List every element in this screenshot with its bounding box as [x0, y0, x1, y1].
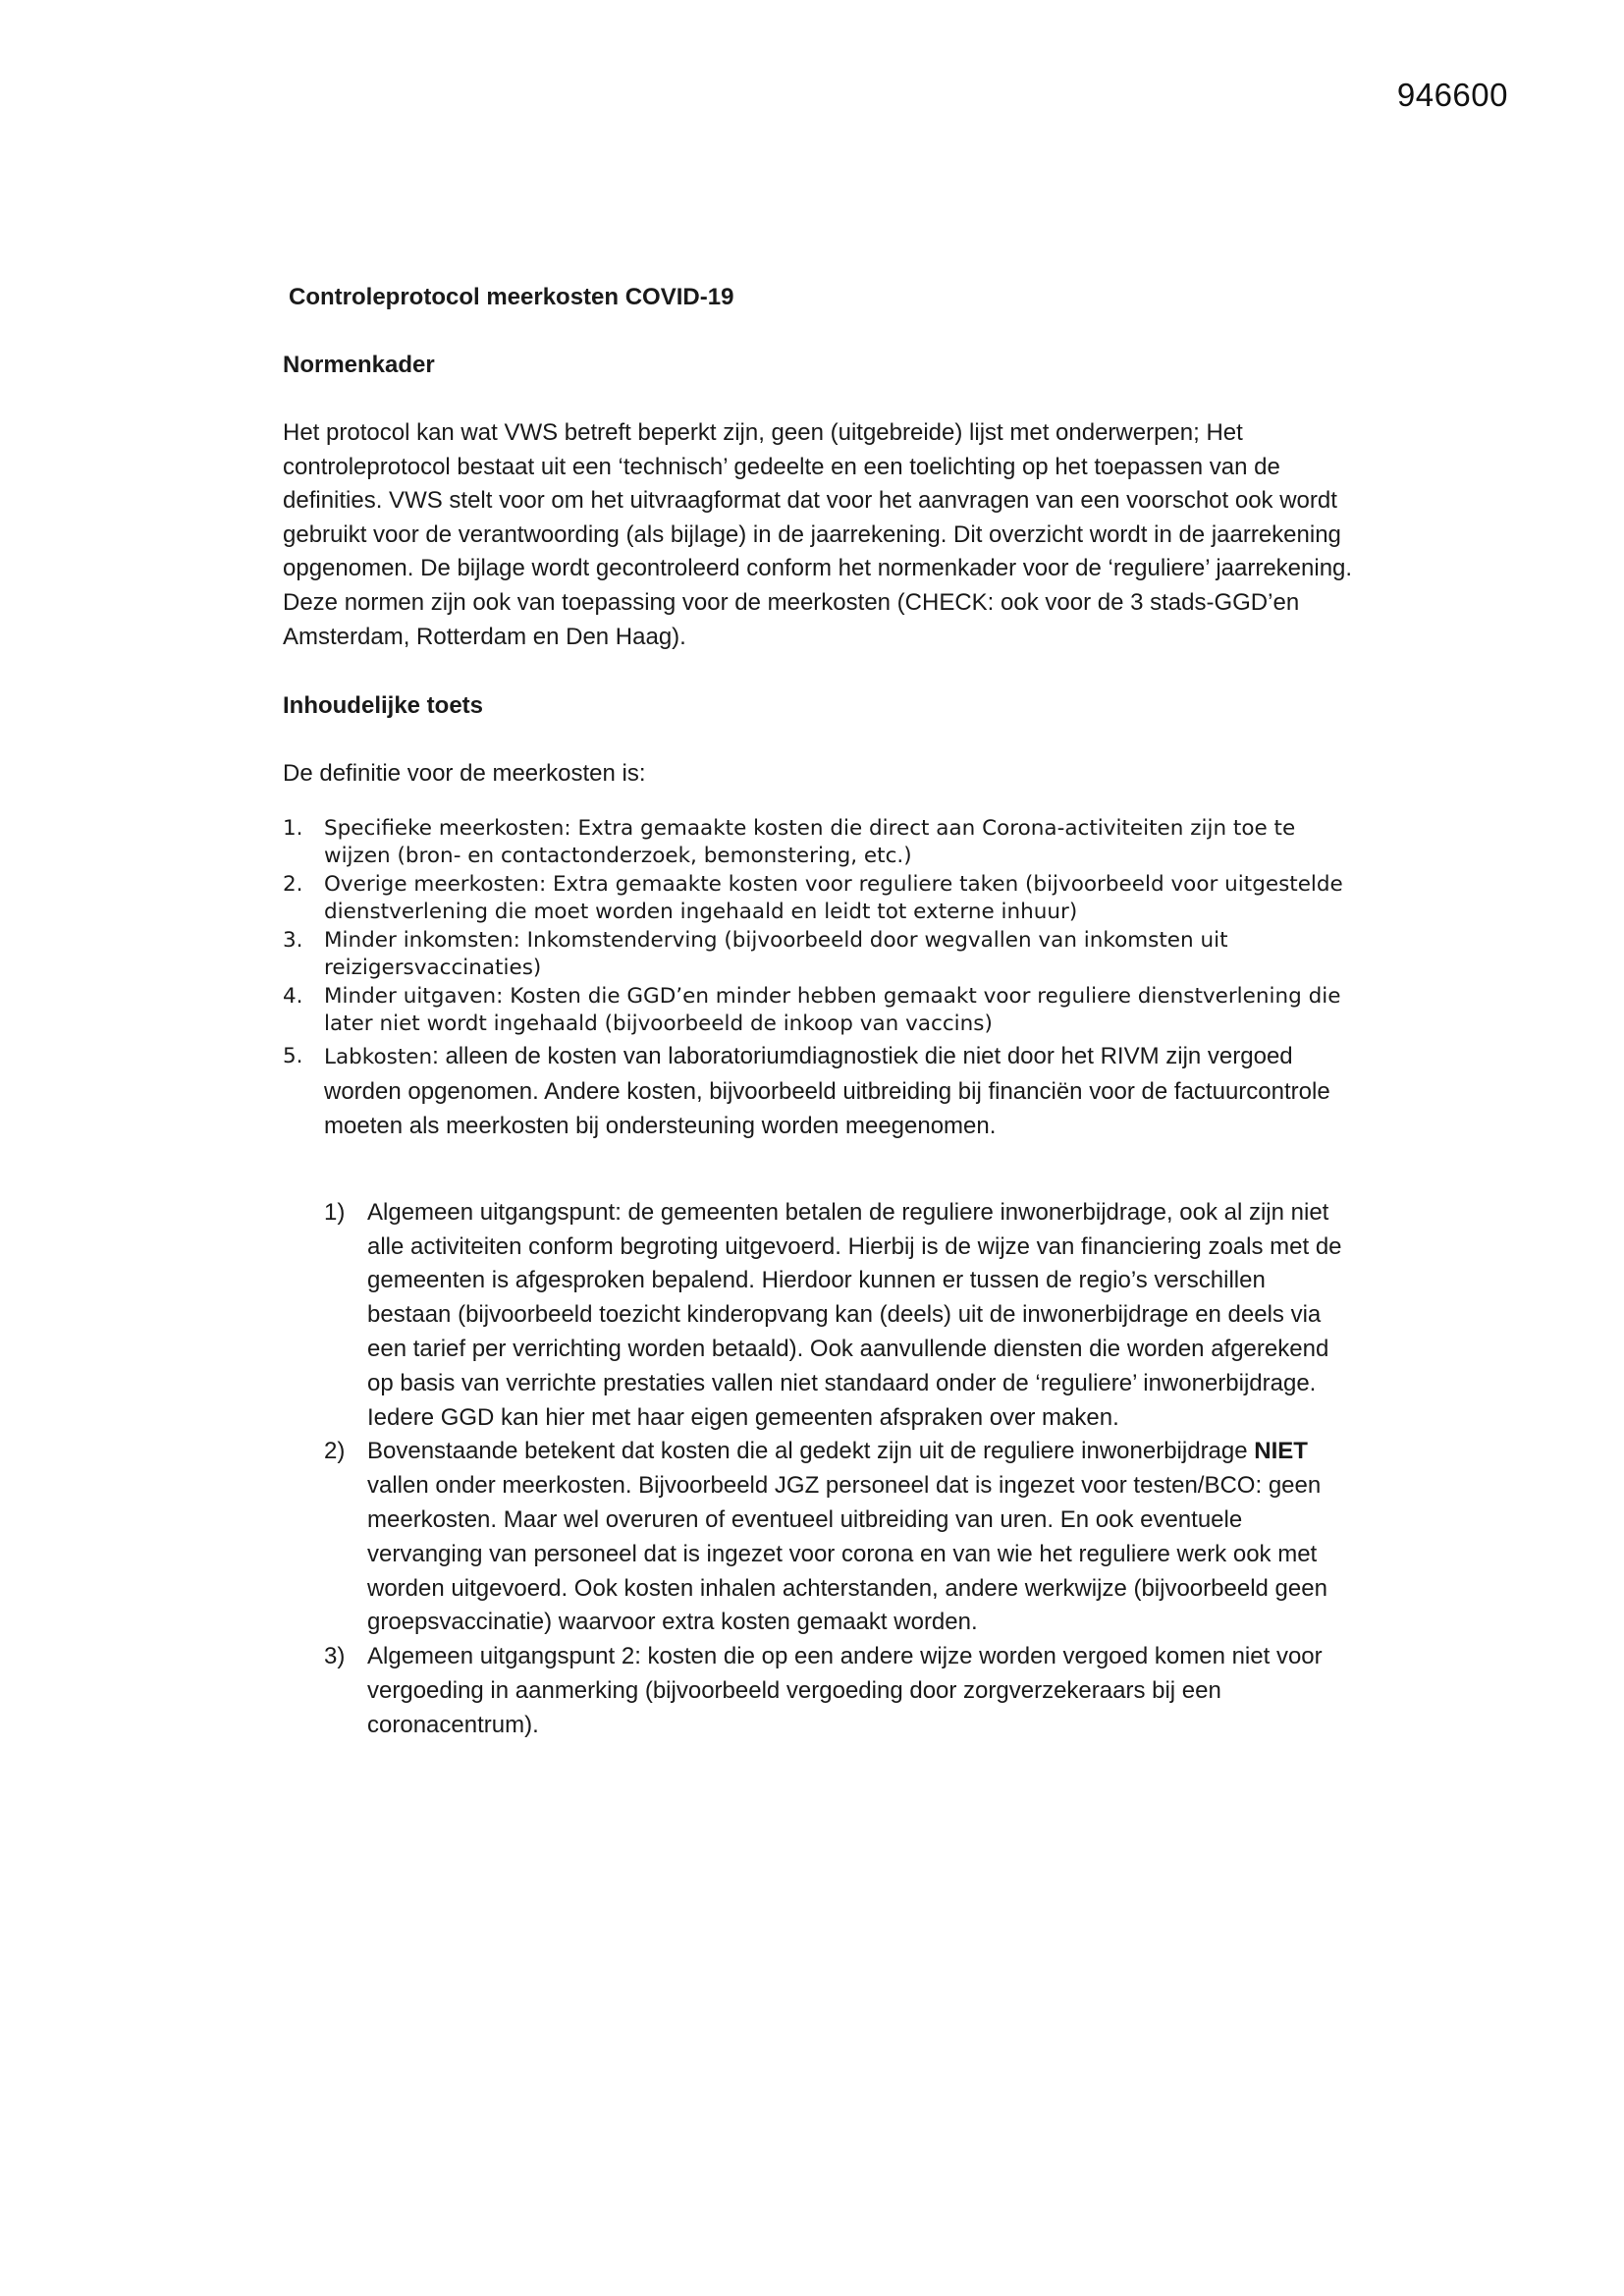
- list-item-text: Specifieke meerkosten: Extra gemaakte kosten die direct aan Corona-activiteiten zijn toe te wijzen (bron- en contactonderzoek, bemonstering, etc.): [324, 815, 1296, 869]
- list-item-text: Overige meerkosten: Extra gemaakte kosten voor reguliere taken (bijvoorbeeld voor uitgestelde dienstverlening die moet worden ingehaald en leidt tot externe inhuur): [324, 871, 1343, 925]
- document-id: 946600: [1396, 77, 1508, 113]
- list-number: 5.: [283, 1043, 303, 1068]
- list-item: [283, 815, 1353, 871]
- list-number: 4.: [283, 983, 303, 1009]
- list-number: 3): [324, 1643, 346, 1670]
- list-item-text: Algemeen uitgangspunt 2: kosten die op een andere wijze worden vergoed komen niet voor vergoeding in aanmerking (bijvoorbeeld vergoeding door zorgverzekeraars bij een coronacentrum).: [367, 1643, 1323, 1738]
- list-number: 1.: [283, 815, 303, 841]
- heading-normenkader: Normenkader: [283, 352, 435, 378]
- principles-list: [283, 1196, 1353, 1743]
- list-item-text: Minder uitgaven: Kosten die GGD’en minder hebben gemaakt voor reguliere dienstverlening die later niet wordt ingehaald (bijvoorbeeld de inkoop van vaccins): [324, 983, 1341, 1037]
- definitions-list: [283, 815, 1353, 1143]
- list-item-text: : alleen de kosten van laboratoriumdiagnostiek die niet door het RIVM zijn vergoed worden opgenomen. Andere kosten, bijvoorbeeld uitbreiding bij financiën voor de factuurcontrole moeten als meerkosten bij ondersteuning worden meegenomen.: [324, 1042, 1330, 1139]
- list-item: [283, 927, 1353, 983]
- list-item-label: Labkosten: [324, 1044, 433, 1069]
- document-title: Controleprotocol meerkosten COVID-19: [289, 284, 734, 310]
- list-item: [283, 1435, 1353, 1640]
- list-item-text: Algemeen uitgangspunt: de gemeenten betalen de reguliere inwonerbijdrage, ook al zijn niet alle activiteiten conform begroting uitgevoerd. Hierbij is de wijze van financiering zoals met de gemeenten is afgesproken bepalend. Hierdoor kunnen er tussen de regio’s verschillen bestaan (bijvoorbeeld toezicht kinderopvang kan (deels) uit de inwonerbijdrage en deels via een tarief per verrichting worden betaald). Ook aanvullende diensten die worden afgerekend op basis van verrichte prestaties vallen niet standaard onder de ‘reguliere’ inwonerbijdrage. Iedere GGD kan hier met haar eigen gemeenten afspraken over maken.: [367, 1198, 1342, 1431]
- document-page: [283, 281, 1353, 1743]
- list-item: [283, 983, 1353, 1039]
- list-number: 2.: [283, 871, 303, 897]
- list-item-text: Minder inkomsten: Inkomstenderving (bijvoorbeeld door wegvallen van inkomsten uit reizigersvaccinaties): [324, 927, 1228, 981]
- heading-inhoudelijke-toets: Inhoudelijke toets: [283, 692, 484, 720]
- list-item: [283, 1640, 1353, 1742]
- list-item: [283, 1039, 1353, 1143]
- list-item: [283, 1196, 1353, 1436]
- list-item-text: Bovenstaande betekent dat kosten die al gedekt zijn uit de reguliere inwonerbijdrage: [367, 1438, 1255, 1465]
- definitions-intro: De definitie voor de meerkosten is:: [283, 760, 646, 788]
- emphasis-niet: NIET: [1254, 1438, 1308, 1465]
- list-number: 3.: [283, 927, 303, 953]
- list-number: 1): [324, 1198, 346, 1226]
- normenkader-paragraph: Het protocol kan wat VWS betreft beperkt zijn, geen (uitgebreide) lijst met onderwerpen; Het controleprotocol bestaat uit een ‘technisch’ gedeelte en een toelichting op het toepassen van de definities. VWS stelt voor om het uitvraagformat dat voor het aanvragen van een voorschot ook wordt gebruikt voor de verantwoording (als bijlage) in de jaarrekening. Dit overzicht wordt in de jaarrekening opgenomen. De bijlage wordt gecontroleerd conform het normenkader voor de ‘reguliere’ jaarrekening. Deze normen zijn ook van toepassing voor de meerkosten (CHECK: ook voor de 3 stads-GGD’en Amsterdam, Rotterdam en Den Haag).: [283, 419, 1353, 650]
- list-item-text: vallen onder meerkosten. Bijvoorbeeld JGZ personeel dat is ingezet voor testen/BCO: geen meerkosten. Maar wel overuren of eventueel uitbreiding van uren. En ook eventuele vervanging van personeel dat is ingezet voor corona en van wie het reguliere werk ook met worden uitgevoerd. Ook kosten inhalen achterstanden, andere werkwijze (bijvoorbeeld geen groepsvaccinatie) waarvoor extra kosten gemaakt worden.: [367, 1472, 1327, 1636]
- list-item: [283, 871, 1353, 927]
- list-number: 2): [324, 1438, 346, 1465]
